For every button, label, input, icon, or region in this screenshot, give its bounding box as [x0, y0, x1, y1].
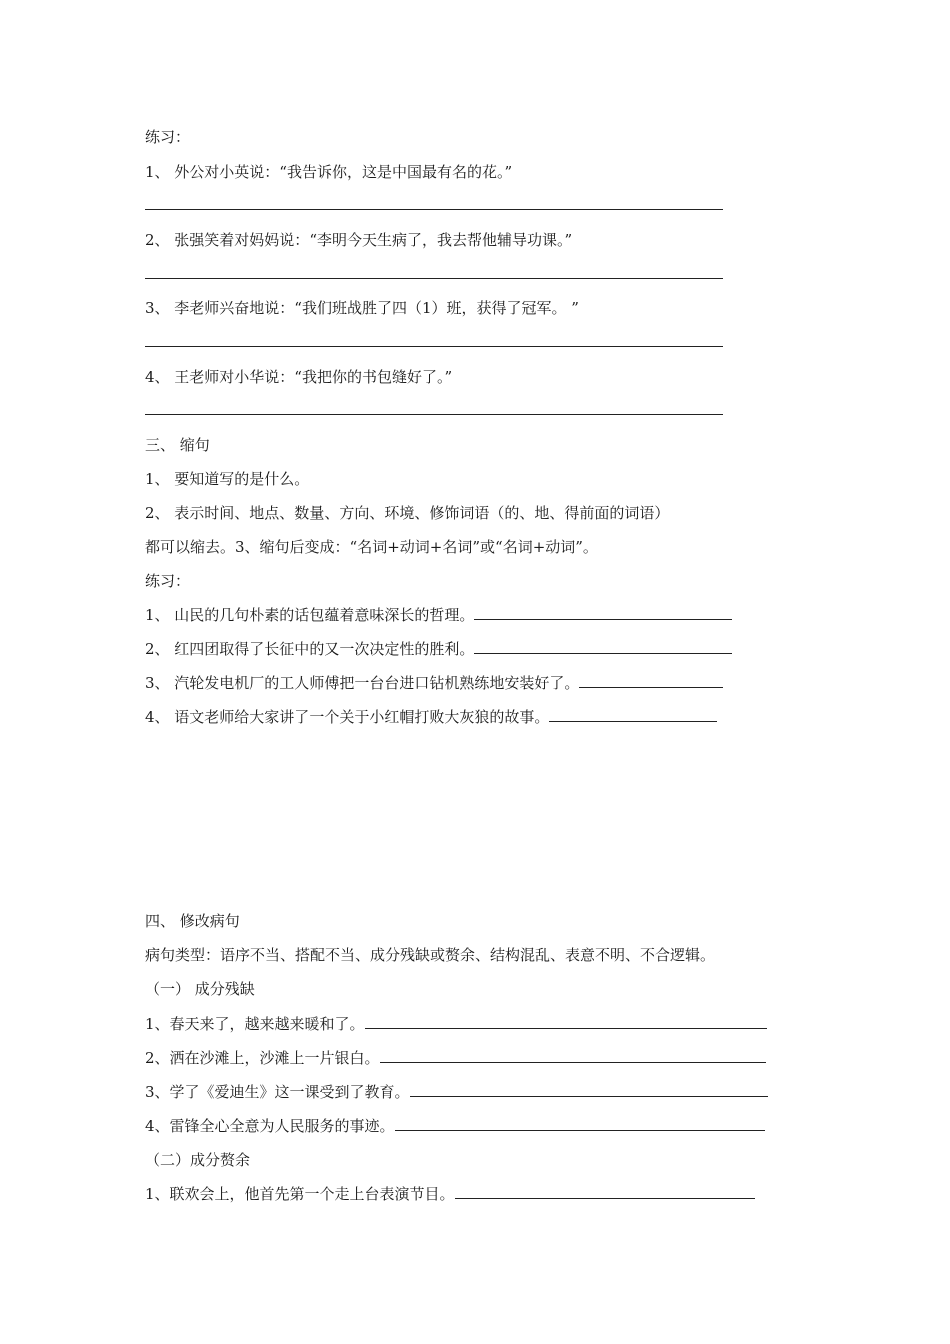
exercise-text: 1、春天来了，越来越来暖和了。 [145, 1015, 365, 1033]
answer-blank[interactable] [474, 605, 732, 620]
exercise-text: 3、 汽轮发电机厂的工人师傅把一台台进口钻机熟练地安装好了。 [145, 674, 580, 692]
answer-blank[interactable] [380, 1048, 766, 1063]
exercise-item [145, 639, 732, 659]
section-heading: 四、 修改病句 [145, 912, 240, 930]
exercise-text: 2、洒在沙滩上，沙滩上一片银白。 [145, 1049, 380, 1067]
practice-label: 练习： [145, 128, 191, 146]
answer-blank[interactable] [455, 1184, 755, 1199]
rule-line: 1、 要知道写的是什么。 [145, 470, 310, 488]
answer-blank[interactable] [410, 1082, 768, 1097]
sentence-types: 病句类型：语序不当、搭配不当、成分残缺或赘余、结构混乱、表意不明、不合逻辑。 [145, 946, 716, 964]
exercise-item: 4、 王老师对小华说：“我把你的书包缝好了。” [145, 368, 453, 386]
exercise-item [145, 1048, 766, 1068]
answer-line[interactable] [145, 346, 723, 347]
answer-blank[interactable] [474, 639, 732, 654]
exercise-item [145, 605, 732, 625]
answer-line[interactable] [145, 209, 723, 210]
subsection-heading: （二）成分赘余 [145, 1151, 251, 1169]
answer-blank[interactable] [365, 1014, 767, 1029]
exercise-text: 3、学了《爱迪生》这一课受到了教育。 [145, 1083, 410, 1101]
subsection-heading: （一） 成分残缺 [145, 980, 255, 998]
exercise-item: 3、 李老师兴奋地说：“我们班战胜了四（1）班，获得了冠军。 ” [145, 299, 579, 317]
exercise-text: 1、 山民的几句朴素的话包蕴着意味深长的哲理。 [145, 606, 475, 624]
answer-blank[interactable] [395, 1116, 765, 1131]
exercise-text: 2、 红四团取得了长征中的又一次决定性的胜利。 [145, 640, 475, 658]
answer-line[interactable] [145, 278, 723, 279]
exercise-item [145, 707, 717, 727]
exercise-item [145, 1184, 755, 1204]
exercise-item: 1、 外公对小英说：“我告诉你，这是中国最有名的花。” [145, 163, 513, 181]
exercise-text: 4、雷锋全心全意为人民服务的事迹。 [145, 1117, 395, 1135]
practice-label: 练习： [145, 572, 191, 590]
exercise-item: 2、 张强笑着对妈妈说：“李明今天生病了，我去帮他辅导功课。” [145, 231, 573, 249]
rule-line: 2、 表示时间、地点、数量、方向、环境、修饰词语（的、地、得前面的词语） [145, 504, 670, 522]
exercise-text: 4、 语文老师给大家讲了一个关于小红帽打败大灰狼的故事。 [145, 708, 550, 726]
exercise-item [145, 1014, 767, 1034]
answer-blank[interactable] [579, 673, 723, 688]
rule-line: 都可以缩去。3、缩句后变成：“名词+动词+名词”或“名词+动词”。 [145, 538, 598, 556]
answer-blank[interactable] [549, 707, 717, 722]
exercise-item [145, 1082, 768, 1102]
answer-line[interactable] [145, 414, 723, 415]
exercise-item [145, 673, 723, 693]
exercise-item [145, 1116, 765, 1136]
section-heading: 三、 缩句 [145, 436, 210, 454]
exercise-text: 1、联欢会上，他首先第一个走上台表演节目。 [145, 1185, 455, 1203]
